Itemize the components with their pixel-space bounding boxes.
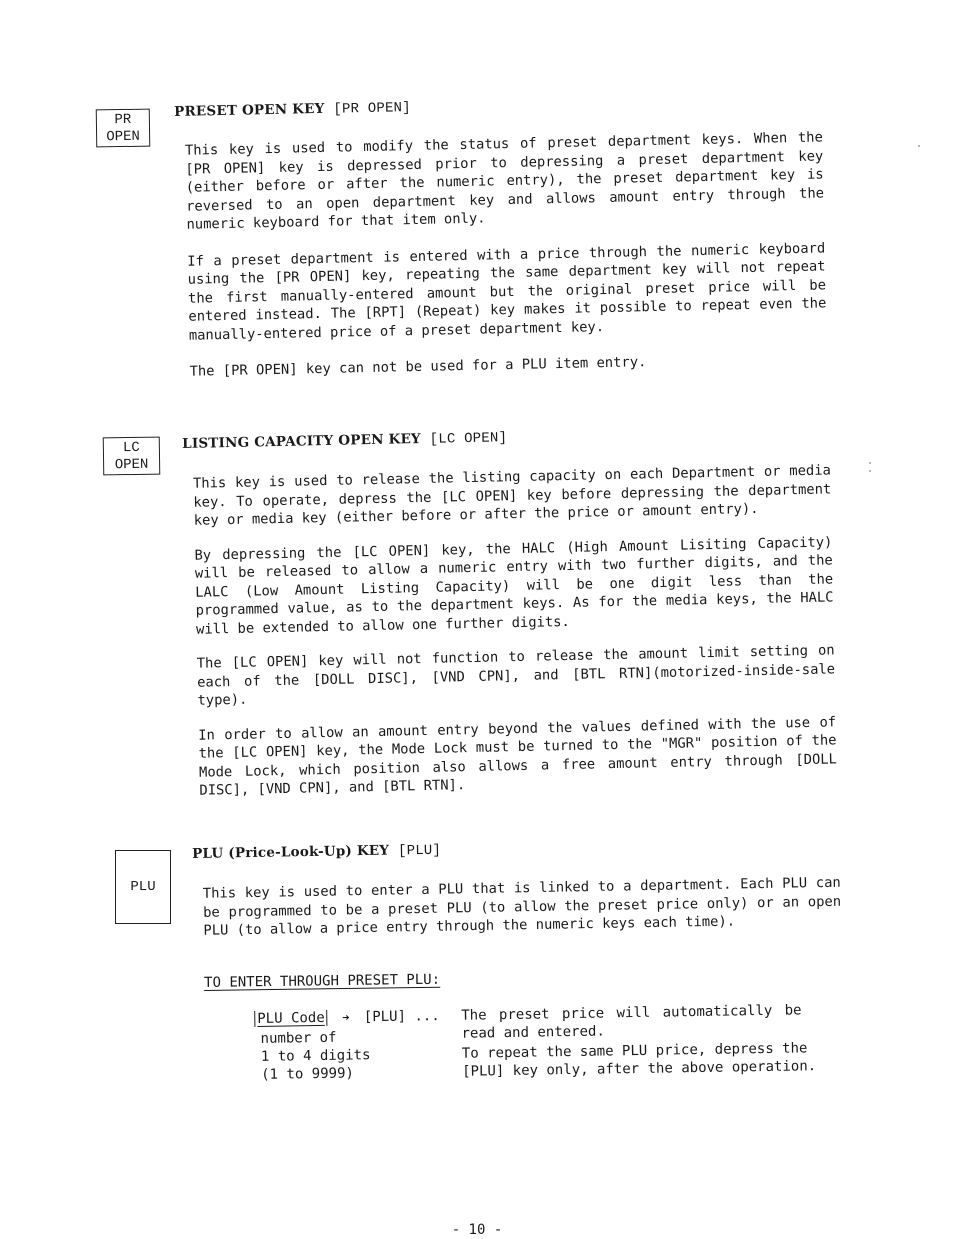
key-line: PR: [114, 111, 132, 129]
key-line: OPEN: [114, 456, 149, 474]
paragraph: This key is used to modify the status of preset department keys. When the [PR OPEN] key is depressed prior to depressing a preset department key (either before or after the numeric entry), the preset department key is reversed to an open department key and allows amount entry through the numeric keyboard for that item only.: [184, 129, 825, 233]
procedure-note-left: (1 to 9999): [261, 1065, 355, 1083]
procedure-note-left: 1 to 4 digits: [260, 1047, 371, 1065]
scan-speck: [869, 470, 871, 472]
heading-title: LISTING CAPACITY OPEN KEY: [182, 431, 421, 452]
page-number: - 10 -: [451, 1222, 503, 1238]
lc-open-key-icon: [103, 437, 161, 476]
paragraph: If a preset department is entered with a price through the numeric keyboard using the [PR OPEN] key, repeating the same department key will not repeat the first manually-entered amount but the original preset price will be entered instead. The [RPT] (Repeat) key makes it possible to repeat even the manually-entered price of a preset department key.: [187, 239, 827, 344]
section-heading: [182, 422, 832, 453]
plu-procedure: [254, 991, 855, 1100]
procedure-result: read and entered.: [461, 1023, 605, 1042]
pr-open-section: [174, 90, 830, 381]
scan-speck: [869, 462, 871, 464]
paragraph: This key is used to enter a PLU that is linked to a department. Each PLU can be programmed to be a preset PLU (to allow the preset price only) or an open PLU (to allow a price entry through the numeric keys each time).: [202, 874, 842, 939]
paragraph: The [PR OPEN] key can not be used for a PLU item entry.: [189, 354, 647, 380]
heading-title: PLU (Price-Look-Up) KEY: [192, 842, 390, 862]
heading-key-code: [PR OPEN]: [333, 100, 411, 118]
procedure-result: To repeat the same PLU price, depress the: [461, 1040, 808, 1062]
paragraph: By depressing the [LC OPEN] key, the HALC (High Amount Lisiting Capacity) will be released to allow a numeric entry with two further digits, and the LALC (Low Amount Listing Capacity) will be one digit less than the programmed value, as to the department keys. As for the media keys, the HALC will be extended to allow one further digits.: [194, 533, 834, 638]
key-line: PLU: [130, 879, 156, 895]
scan-speck: [918, 145, 920, 147]
key-line: LC: [122, 439, 140, 457]
plu-key-code: [PLU] ...: [363, 1008, 440, 1026]
plu-code-field: PLU Code: [254, 1010, 328, 1027]
key-line: OPEN: [106, 128, 141, 146]
heading-key-code: [PLU]: [397, 842, 442, 860]
paragraph: In order to allow an amount entry beyond the values defined with the use of the [LC OPEN] key, the Mode Lock must be turned to the "MGR" position of the Mode Lock, which position also allows a free amount entry through [DOLL DISC], [VND CPN], and [BTL RTN].: [198, 713, 838, 799]
section-heading: [192, 835, 842, 863]
plu-key-icon: [115, 850, 171, 924]
heading-key-code: [LC OPEN]: [429, 430, 508, 448]
section-heading: [174, 90, 824, 121]
paragraph: This key is used to release the listing capacity on each Department or media key. To operate, depress the [LC OPEN] key before depressing the department key or media key (either before or after the price or amount entry).: [192, 462, 832, 529]
procedure-result: The preset price will automatically be: [461, 1002, 802, 1024]
paragraph: The [LC OPEN] key will not function to release the amount limit setting on each of the [DOLL DISC], [VND CPN], and [BTL RTN](motorized-inside-sale type).: [196, 642, 836, 709]
arrow-right-icon: ➜: [342, 1010, 350, 1025]
lc-open-section: [182, 422, 839, 800]
procedure-result: [PLU] key only, after the above operation.: [462, 1058, 817, 1080]
heading-title: PRESET OPEN KEY: [174, 100, 325, 120]
procedure-step: [254, 1007, 440, 1028]
procedure-note-left: number of: [260, 1029, 337, 1047]
preset-plu-subheading: TO ENTER THROUGH PRESET PLU:: [204, 971, 441, 991]
plu-section: [192, 835, 844, 941]
pr-open-key-icon: [96, 109, 151, 148]
